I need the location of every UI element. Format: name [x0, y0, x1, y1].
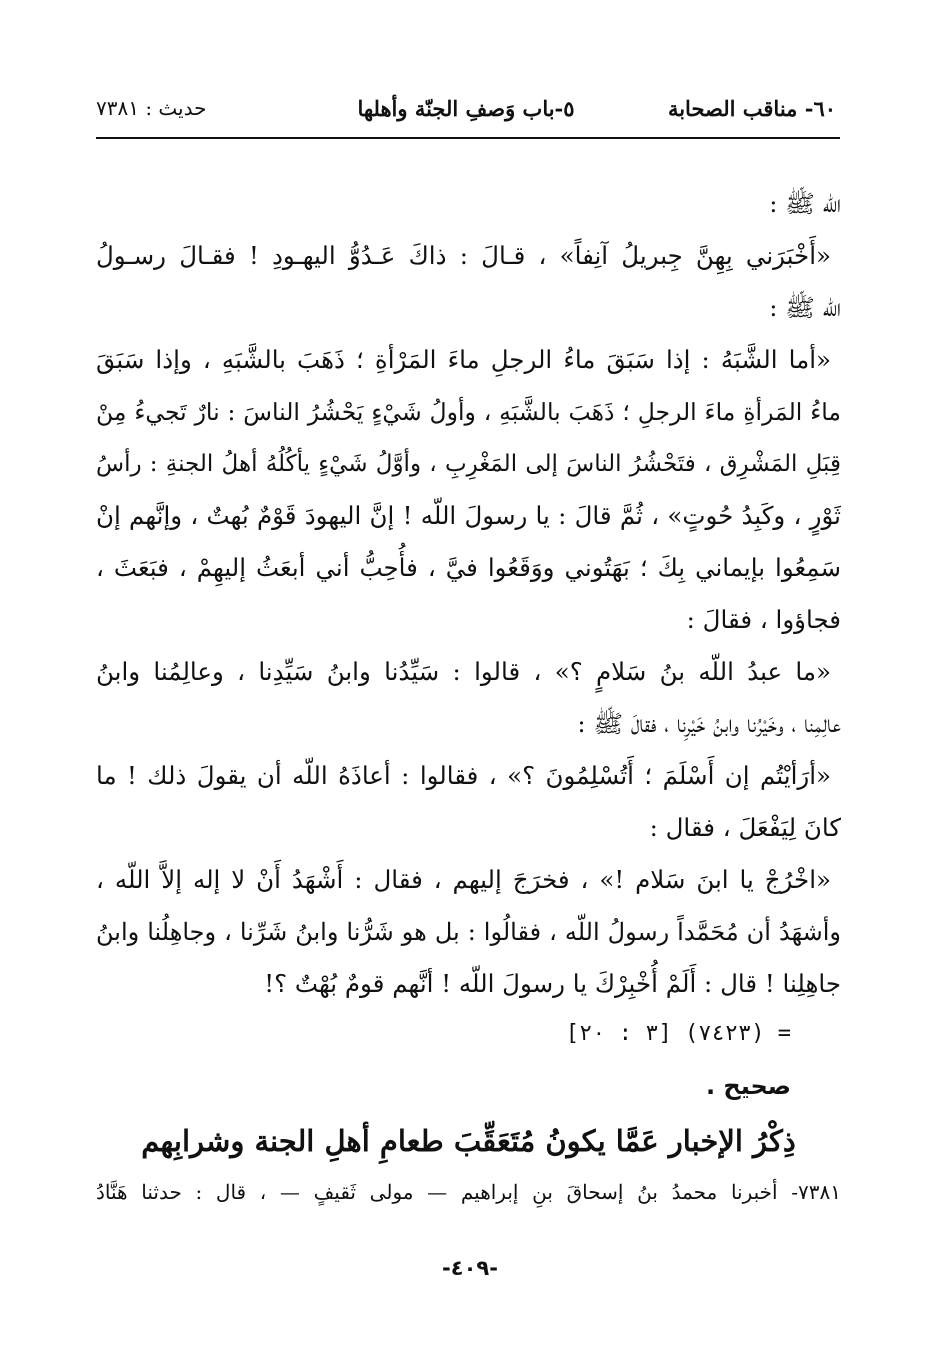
text-line: «أَخْبَرَني بِهِنَّ جِبريلُ آنِفاً» ، قـالَ : ذاكَ عَـدُوُّ اليهـودِ ! فقـالَ رسـولُ	[96, 241, 831, 270]
text-line: فجاؤوا ، فقالَ :	[686, 605, 841, 634]
text-line: عالِمِنا ، وخَيْرُنا وابنُ خَيْرِنا ، فقالَ ﷺ :	[577, 709, 841, 738]
text-line: كانَ لِيَفْعَلَ ، فقال :	[649, 813, 841, 842]
text-line: ماءُ المَرأةِ ماءَ الرجلِ ؛ ذَهَبَ بالشَّبَهِ ، وأولُ شَيْءٍ يَحْشُرُ الناسَ : نارٌ تَجيءُ مِنْ	[96, 398, 841, 426]
source-reference: = (٧٤٢٣) [٣ : ٢٠]	[565, 1021, 791, 1046]
page-number: -٤٠٩-	[442, 1256, 498, 1280]
text-line: «أما الشَّبَهُ : إذا سَبَقَ ماءُ الرجلِ ماءَ المَرْأةِ ؛ ذَهَبَ بالشَّبَهِ ، وإذا سَبَقَ	[96, 345, 831, 374]
text-line: جاهِلِنا ! قال : أَلَمْ أُخْبِرْكَ يا رسولَ اللّه ! أنَّهم قومٌ بُهْتٌ ؟!	[264, 969, 841, 998]
header-rule	[96, 137, 840, 139]
chapter-title: ذِكْرُ الإخبار عَمَّا يكونُ مُتَعَقِّبَ طعامِ أهلِ الجنة وشرابِهم	[141, 1124, 796, 1158]
text-line: قِبَلِ المَشْرِق ، فتَحْشُرُ الناسَ إلى المَغْرِبِ ، وأوَّلُ شَيْءٍ يأكُلُهُ أهلُ الجنةِ : رأسُ	[96, 451, 841, 477]
hadith-grade: صحيح .	[705, 1072, 791, 1100]
page-body	[96, 178, 841, 1212]
isnad-line: ٧٣٨١- أخبرنا محمدُ بنُ إسحاقَ بنِ إبراهيم — مولى ثَقيفٍ — ، قال : حدثنا هَنَّادُ	[96, 1180, 841, 1204]
header-chapter: ٦٠- مناقب الصحابة	[667, 96, 836, 121]
text-line: سَمِعُوا بإيماني بِكَ ؛ بَهَتُوني ووَقَعُوا فيَّ ، فأُحِبُّ أني أبعَثُ إليهِمْ ، فبَعَثَ ،	[96, 553, 841, 582]
text-line: «أرَأيْتُم إن أَسْلَمَ ؛ أَتُسْلِمُونَ ؟» ، فقالوا : أعاذَهُ اللّه أن يقولَ ذلك ! ما	[96, 761, 831, 790]
text-line: اللّه ﷺ :	[769, 293, 841, 322]
text-line: «اخْرُجْ يا ابنَ سَلام !» ، فخرَجَ إليهم ، فقال : أَشْهَدُ أَنْ لا إله إلاَّ اللّه ،	[96, 865, 831, 894]
text-line: وأشهَدُ أن مُحَمَّداً رسولُ اللّه ، فقالُوا : بل هو شَرُّنا وابنُ شَرِّنا ، وجاهِلُنا وابنُ	[96, 918, 841, 946]
running-header	[96, 96, 836, 130]
text-line: «ما عبدُ اللّه بنُ سَلامٍ ؟» ، قالوا : سَيِّدُنا وابنُ سَيِّدِنا ، وعالِمُنا وابنُ	[96, 657, 831, 686]
header-section: ٥-باب وَصفِ الجنّة وأهلها	[357, 96, 575, 121]
text-line: ثَوْرٍ ، وكَبِدُ حُوتٍ» ، ثُمَّ قالَ : يا رسولَ اللّه ! إنَّ اليهودَ قَوْمٌ بُهتٌ ، وإنَّهم إنْ	[96, 501, 841, 530]
header-hadith-number: حديث : ٧٣٨١	[96, 96, 207, 120]
text-line: اللّه ﷺ :	[769, 189, 841, 218]
